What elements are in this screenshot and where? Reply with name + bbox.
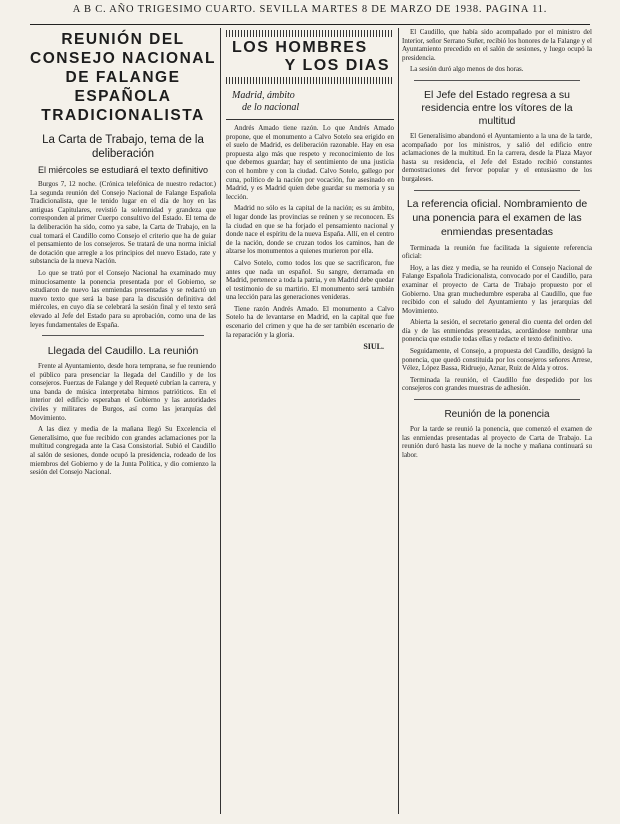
article-paragraph: Andrés Amado tiene razón. Lo que Andrés Amado propone, que el monumento a Calvo Sotelo sea erigido en el suelo de Madrid, es deliberación razonable. Hay en esa propuesta algo más que respeto y reconocimiento de los que debemos guardar; hay el sentimiento de una justicia con el hombre y con la ciudad. Calvo Sotelo, gallego por cuna, político de la nación por vocación, fue asesinado en Madrid, y es Madrid quien debe guardar su memoria y su lección. <box>226 124 394 201</box>
column-title: LOS HOMBRES <box>232 39 368 56</box>
section-title: Reunión de la ponencia <box>444 409 550 421</box>
article-signature: SIUL. <box>363 342 384 352</box>
column-left <box>30 28 216 814</box>
section-subtitle: El miércoles se estudiará el texto definitivo <box>37 165 209 175</box>
section-separator <box>414 80 580 81</box>
article-paragraph: Terminada la reunión, el Caudillo fue despedido por los consejeros con grandes muestras de adhesión. <box>402 375 592 393</box>
section-separator <box>414 190 580 191</box>
section-separator <box>414 399 580 400</box>
article-paragraph: Calvo Sotelo, como todos los que se sacrificaron, fue antes que nada un español. Su sangre, derramada en Madrid, pertenece a toda la patria, y en Madrid debe quedar el testimonio de su martirio. El monumento será también una lección para las generaciones venideras. <box>226 258 394 302</box>
column-middle <box>226 28 394 814</box>
section-title: Llegada del Caudillo. La reunión <box>47 345 199 358</box>
section-title: La Carta de Trabajo, tema de la deliberación <box>42 134 204 160</box>
kicker-rule <box>226 119 394 120</box>
section-separator <box>42 335 204 336</box>
section-title: El Jefe del Estado regresa a su residencia entre los vítores de la multitud <box>421 88 573 127</box>
article-paragraph: A las diez y media de la mañana llegó Su Excelencia el Generalísimo, que fue recibido con grandes aclamaciones por la multitud congregada ante la Casa Consistorial. Subió el Caudillo al salón de sesiones, donde ocupó la presidencia, rodeado de los miembros del Gobierno y de la Junta Política, y dio comienzo la sesión del Consejo Nacional. <box>30 425 216 477</box>
article-kicker: de lo nacional <box>242 102 300 113</box>
column-divider <box>220 28 221 814</box>
column-right <box>402 28 592 814</box>
article-paragraph: Tiene razón Andrés Amado. El monumento a Calvo Sotelo ha de levantarse en Madrid, en la capital que fue escenario del crimen y que ha de ser también escenario de la reparación y la gloria. <box>226 304 394 339</box>
column-divider <box>398 28 399 814</box>
page-header: A B C. AÑO TRIGESIMO CUARTO. SEVILLA MARTES 8 DE MARZO DE 1938. PAGINA 11. <box>72 4 548 15</box>
main-headline: REUNIÓN DEL CONSEJO NACIONAL DE FALANGE ESPAÑOLA TRADICIONALISTA <box>30 31 216 124</box>
article-paragraph: Hoy, a las diez y media, se ha reunido el Consejo Nacional de Falange Española Tradicionalista, convocado por el Caudillo, para examinar el proyecto de Carta de Trabajo propuesto por el Gobierno. Una gran muchedumbre esperaba al Caudillo, que fue recibido con el saludo del Ayuntamiento y las jerarquías del Movimiento. <box>402 263 592 315</box>
article-paragraph: El Generalísimo abandonó el Ayuntamiento a la una de la tarde, acompañado por los ministros, y salió del edificio entre aclamaciones de la multitud. En la carrera, desde la Plaza Mayor hasta su residencia, el Jefe del Estado recibió constantes demostraciones del fervor popular y el entusiasmo de los burgaleses. <box>402 131 592 183</box>
article-paragraph: Frente al Ayuntamiento, desde hora temprana, se fue reuniendo el público para presenciar la llegada del Caudillo y de los consejeros. Fuerzas de Falange y del Requeté cubrían la carrera, y una banda de música interpretaba himnos patrióticos. En el interior del edificio esperaban el Gobierno y las autoridades civiles y militares de Burgos, así como las jerarquías del Movimiento. <box>30 362 216 422</box>
article-paragraph: La sesión duró algo menos de dos horas. <box>410 65 524 74</box>
article-paragraph: Por la tarde se reunió la ponencia, que comenzó el examen de las enmiendas presentadas al proyecto de Carta de Trabajo. La reunión duró hasta las nueve de la noche y mañana continuará su labor. <box>402 425 592 459</box>
article-paragraph: Terminada la reunión fue facilitada la siguiente referencia oficial: <box>402 243 592 261</box>
article-paragraph: Madrid no sólo es la capital de la nación; es su ámbito, el lugar donde las provincias se reúnen y se reconocen. Es la ciudad en que se ha forjado el pensamiento nacional y donde nace el espíritu de la nueva España. Allí, en el centro de la nación, donde se cruzan todos los caminos, han de alzarse los monumentos a quienes murieron por ella. <box>226 204 394 256</box>
decorative-border <box>226 77 394 84</box>
article-paragraph: Seguidamente, el Consejo, a propuesta del Caudillo, designó la ponencia, que quedó constituida por los consejeros señores Arrese, Vélez, López Bassa, Ridruejo, Aznar, Ruiz de Alda y otros. <box>402 347 592 373</box>
article-paragraph: Abierta la sesión, el secretario general dio cuenta del orden del día y de las enmiendas presentadas, acordándose nombrar una ponencia que estudie todas ellas y redacte el texto definitivo. <box>402 318 592 344</box>
decorative-border <box>226 30 394 37</box>
header-rule <box>30 24 590 25</box>
column-title: Y LOS DIAS <box>284 57 390 74</box>
article-paragraph: El Caudillo, que había sido acompañado por el ministro del Interior, señor Serrano Suñer, recibió los honores de la Falange y el Ayuntamiento precedido en el salón de sesiones, y luego ocupó la presidencia. <box>402 28 592 62</box>
section-title: La referencia oficial. Nombramiento de una ponencia para el examen de las enmiendas presentadas <box>406 197 588 238</box>
article-kicker: Madrid, ámbito <box>232 90 295 101</box>
article-paragraph: Lo que se trató por el Consejo Nacional ha examinado muy minuciosamente la ponencia presentada por el Gobierno, se estudiaron de nuevo las enmiendas presentadas y se redactó un nuevo texto que será la base para la discusión definitiva del miércoles, en cuyo día se celebrará la sesión final y el texto será elevado al Jefe del Estado para su aprobación, como una de las leyes fundamentales de España. <box>30 268 216 329</box>
article-paragraph: Burgos 7, 12 noche. (Crónica telefónica de nuestro redactor.) La segunda reunión del Consejo Nacional de Falange Española Tradicionalista, que le tenido lugar en el día de hoy en las antiguas Capitulares, revistió la solemnidad y grandeza que corresponden al primer Cuerpo consultivo del Estado. El tema de la deliberación ha sido, como ya sabe, la Carta de Trabajo, en la cual tomará el Caudillo como Consejo el criterio que ha de guiar el pensamiento de los consejeros. Se tratará de una norma inicial de dotación que arregle a los principios del nuevo Estado, rate y substancia de la nueva Nación. <box>30 180 216 266</box>
